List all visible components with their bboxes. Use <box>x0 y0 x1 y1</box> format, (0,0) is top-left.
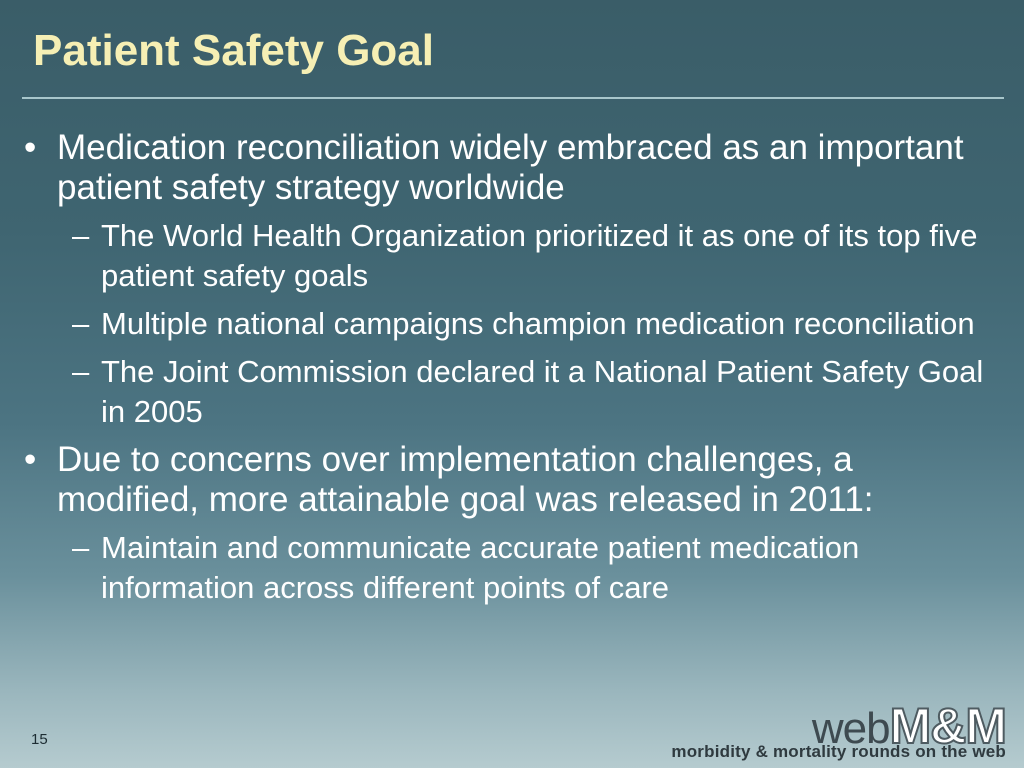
sub-bullet-marker: – <box>72 218 90 253</box>
sub-bullet-item <box>0 528 1024 608</box>
bullet-item <box>0 128 1024 208</box>
sub-bullet-item <box>0 216 1024 296</box>
sub-bullet-marker: – <box>72 306 90 341</box>
sub-bullet-text: The World Health Organization prioritized it as one of its top five patient safety goals <box>101 218 978 293</box>
title-divider <box>22 97 1004 99</box>
sub-bullet-marker: – <box>72 530 90 565</box>
logo-mm-text: M&M <box>889 698 1006 754</box>
sub-bullet-marker: – <box>72 354 90 389</box>
slide-body <box>0 128 1024 616</box>
sub-bullet-text: The Joint Commission declared it a National Patient Safety Goal in 2005 <box>101 354 984 429</box>
sub-bullet-text: Maintain and communicate accurate patient medication information across different points of care <box>101 530 860 605</box>
bullet-marker: • <box>24 440 37 479</box>
bullet-text: Medication reconciliation widely embraced as an important patient safety strategy worldwide <box>57 128 964 207</box>
sub-bullet-item <box>0 352 1024 432</box>
bullet-text: Due to concerns over implementation challenges, a modified, more attainable goal was released in 2011: <box>57 440 874 519</box>
page-number: 15 <box>31 731 48 748</box>
bullet-item <box>0 440 1024 520</box>
sub-bullet-text: Multiple national campaigns champion medication reconciliation <box>101 306 975 341</box>
sub-bullet-item <box>0 304 1024 344</box>
logo-tagline: morbidity & mortality rounds on the web <box>671 742 1006 761</box>
slide-title: Patient Safety Goal <box>33 26 435 75</box>
logo-web-text: web <box>811 704 890 753</box>
webmm-logo <box>626 697 1006 763</box>
bullet-marker: • <box>24 128 37 167</box>
